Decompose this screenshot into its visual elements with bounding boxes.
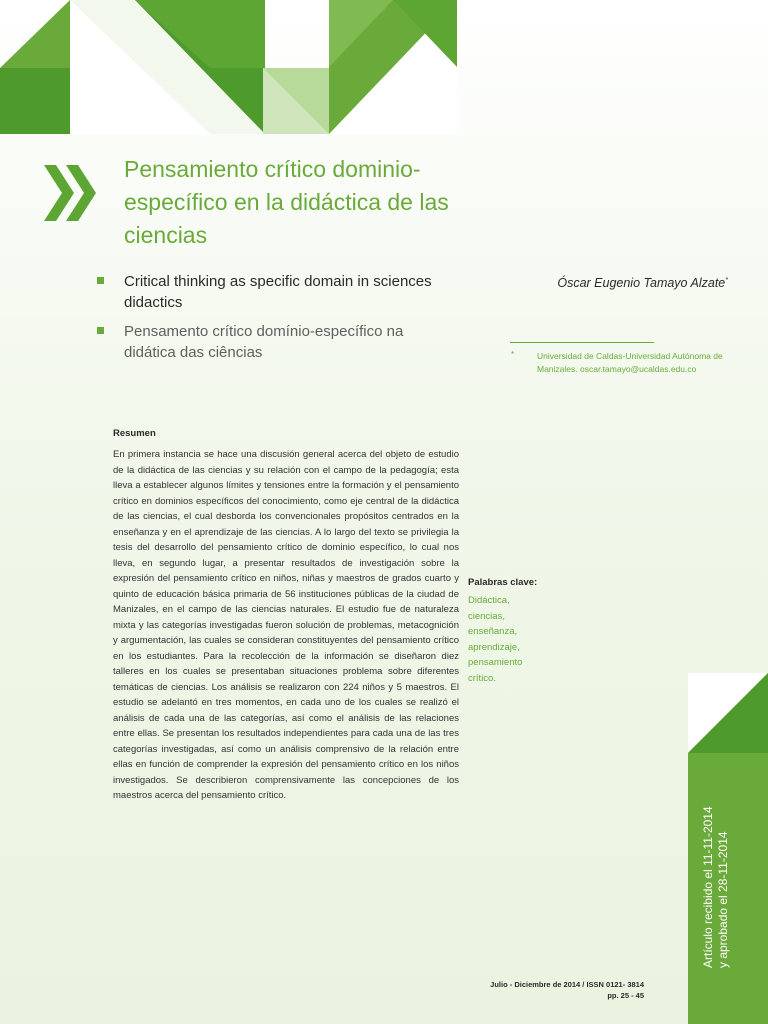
affiliation-divider	[510, 342, 654, 343]
page-range: pp. 25 - 45	[607, 991, 644, 1000]
double-chevron-icon	[44, 165, 100, 221]
keywords-heading: Palabras clave:	[468, 577, 538, 588]
affiliation-mark: *	[511, 350, 515, 359]
keywords-list	[468, 593, 522, 687]
author-name: Óscar Eugenio Tamayo Alzate	[557, 276, 726, 290]
header-decoration	[0, 0, 768, 140]
portuguese-title	[124, 321, 444, 363]
affiliation: Universidad de Caldas-Universidad Autónoma de Manizales. oscar.tamayo@ucaldas.edu.co	[537, 351, 723, 374]
received-date: Artículo recibido el 11-11-2014	[701, 806, 715, 968]
footer	[490, 979, 644, 1001]
author-mark: *	[725, 276, 728, 284]
keyword: enseñanza,	[468, 626, 518, 638]
english-title	[124, 271, 444, 313]
article-title: Pensamiento crítico dominio-específico en la didáctica de las ciencias	[124, 156, 449, 248]
english-title-text: Critical thinking as specific domain in sciences didactics	[124, 273, 432, 311]
article-dates	[701, 806, 731, 968]
abstract-heading: Resumen	[113, 428, 156, 439]
keyword: crítico.	[468, 672, 496, 684]
bullet-icon	[97, 327, 104, 334]
portuguese-title-text: Pensamento crítico domínio-específico na didática das ciências	[124, 323, 404, 361]
keyword: Didáctica,	[468, 595, 510, 606]
keyword: aprendizaje,	[468, 641, 520, 653]
keyword: ciencias,	[468, 610, 505, 622]
keyword: pensamiento	[468, 657, 523, 669]
issue-info: Julio - Diciembre de 2014 / ISSN 0121- 3814	[490, 980, 644, 989]
abstract-text: En primera instancia se hace una discusión general acerca del objeto de estudio de la didáctica de las ciencias y su relación con el campo de la pedagogía; esta lleva a establecer algunos límites y tensiones entre la formación y el pensamiento crítico en dominios específicos del conocimiento, como eje central de la didáctica de las ciencias, el cual desborda los convencionales propósitos centrados en la enseñanza y en el aprendizaje de las ciencias. A lo largo del texto se privilegia la tesis del desarrollo del pensamiento crítico de dominio específico, lo cual nos lleva, en segundo lugar, a presentar resultados de investigación sobre la expresión del pensamiento crítico en niños, niñas y maestros de grados cuarto y quinto de educación básica primaria de 56 instituciones públicas de la ciudad de Manizales, en el campo de las ciencias naturales. El estudio fue de naturaleza mixta y las categorías investigadas fueron solución de problemas, metacognición y argumentación, las cuales se consideran constituyentes del pensamiento crítico en los estudiantes. Para la recolección de la información se diseñaron diez talleres en los cuales se presentaban situaciones problema sobre diferentes temáticas de ciencias. Los análisis se realizaron con 224 niños y 5 maestros. El estudio se adelantó en tres momentos, en cada uno de los cuales se realizó el análisis de cada una de las categorías, así como el análisis de las relaciones entre ellas. Se presentan los resultados independientes para cada una de las tres categorías investigadas, así como un análisis comprensivo de la relación entre ellas en función de comprender la expresión del pensamiento crítico en los niños investigados. Se describieron comprensivamente las concepciones de los maestros acerca del pensamiento crítico.	[113, 449, 459, 801]
approved-date: y aprobado el 28-11-2014	[716, 831, 730, 968]
bullet-icon	[97, 277, 104, 284]
author	[557, 276, 728, 290]
